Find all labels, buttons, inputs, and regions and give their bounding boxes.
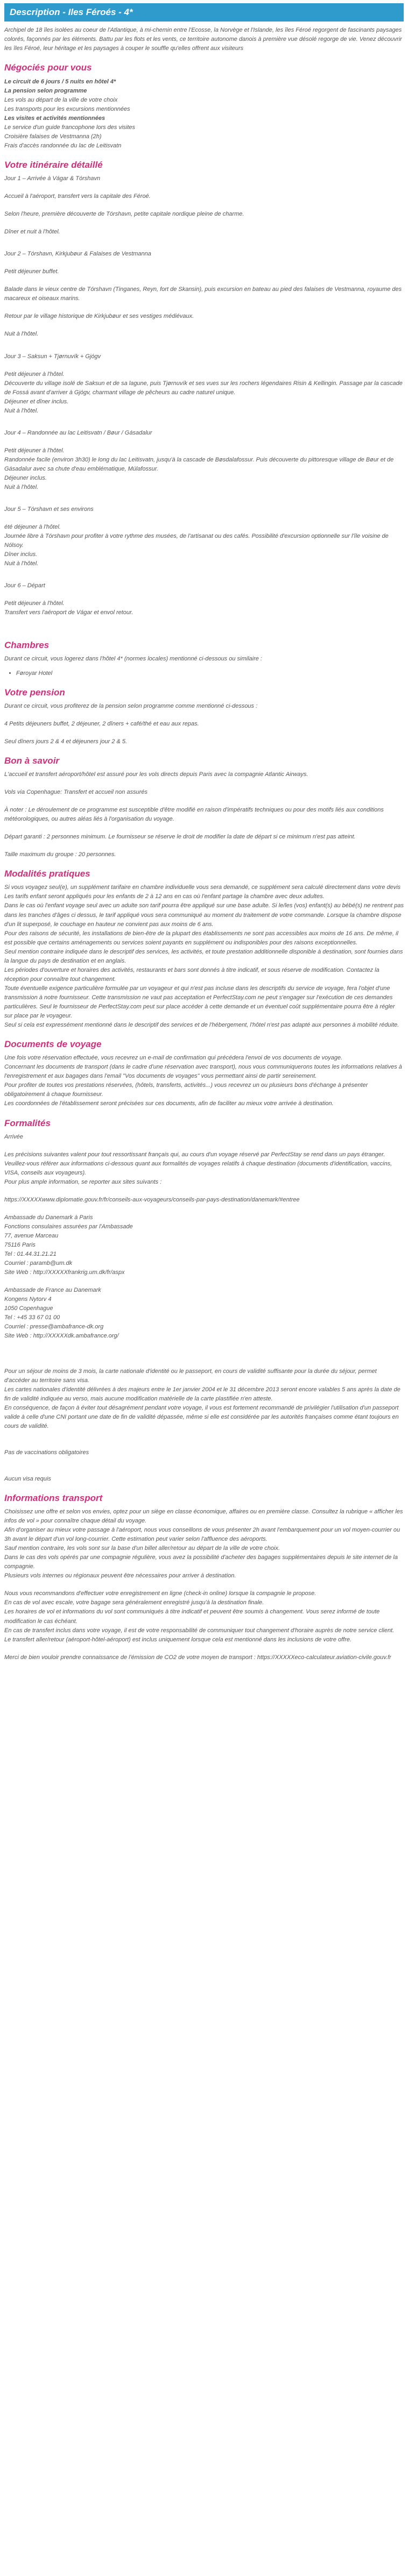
text-line: Nuit à l'hôtel. (4, 331, 39, 338)
formalites-text (4, 1133, 404, 1484)
section-heading-documents: Documents de voyage (4, 1039, 102, 1050)
text-line: Seul si cela est expressément mentionné dans le descriptif des services et de l'hébergement, l'hôtel n'est pas adapté aux personnes à mobilité réduite. (4, 1022, 399, 1029)
text-line: Pour profiter de toutes vos prestations réservées, (hôtels, transferts, activités...) vous recevrez un ou plusieurs bons d'échange à présenter obligatoirement à chaque fournisseur. (4, 1082, 368, 1098)
text-line (4, 514, 404, 523)
section-heading-savoir: Bon à savoir (4, 755, 60, 766)
transport-text (4, 1507, 404, 1662)
itinerary-day (4, 174, 404, 237)
section-heading-pension: Votre pension (4, 687, 65, 698)
itinerary-day (4, 505, 404, 568)
text-line: Les coordonnées de l'établissement seront précisées sur ces documents, afin de faciliter au mieux votre arrivée à destination. (4, 1100, 334, 1107)
text-line: Dîner inclus. (4, 551, 38, 558)
inclusion-item: La pension selon programme (4, 87, 87, 94)
text-line: Petit déjeuner buffet. (4, 268, 59, 275)
itinerary-day (4, 352, 404, 416)
text-line: Veuillez-vous référer aux informations ci-dessous quant aux formalités de voyages relatifs à chaque destination (documents d'identification, vaccins, VISA, conseils aux voyageurs). (4, 1160, 392, 1176)
modalites-text (4, 883, 404, 1030)
text-line: Jour 5 – Tórshavn et ses environs (4, 506, 94, 513)
documents-text (4, 1054, 404, 1108)
text-line: Dîner et nuit à l'hôtel. (4, 229, 60, 236)
inclusion-item: Le circuit de 6 jours / 5 nuits en hôtel 4* (4, 78, 116, 85)
text-line (4, 1341, 404, 1350)
text-line: Concernant les documents de transport (dans le cadre d'une réservation avec transport), nous vous communiquerons toutes les informations relatives à l'enregistrement et aux bagages dans l'email "Vos documents de voyages" vous permettant ainsi de partir sereinement. (4, 1064, 402, 1080)
text-line (4, 729, 404, 737)
text-line: Tel : +45 33 67 01 00 (4, 1314, 60, 1321)
page-title: Description - Iles Féroés - 4* (4, 3, 404, 22)
itinerary-day (4, 429, 404, 492)
spacer (4, 574, 404, 581)
text-line: Retour par le village historique de Kirkjubøur et ses vestiges médiévaux. (4, 313, 194, 320)
text-line (4, 1277, 404, 1286)
text-line: Dans le cas où l'enfant voyage seul avec un adulte son tarif pourra être appliqué sur une base adulte. Si le/les (vos) enfant(s) au bébé(s) ne rentrent pas dans les tranches d'âges ci dessus, le tarif appliqué vous sera communiqué au moment du traitement de votre commande. Lorsque la chambre dispose d'un lit superposé, le couchage en hauteur ne convient pas aux moins de 6 ans. (4, 902, 404, 928)
text-line: https://XXXXXwww.diplomatie.gouv.fr/fr/conseils-aux-voyageurs/conseils-par-pays-destination/danemark/#entree (4, 1196, 300, 1203)
hotel-list-item: • Føroyar Hotel (16, 669, 404, 678)
intro-text: Archipel de 18 îles isolées au coeur de l'Atlantique, à mi-chemin entre l'Ecosse, la Norvège et l'Islande, les îles Féroé regorgent de fascinants paysages colorés, façonnés par les éléments. Battu par les flots et les vents, ce territoire autonome danois à première vue désolé regorge de vie. Venez découvrir les îles Féroé, leur héritage et les paysages à couper le souffle qu'elles offrent aux visiteurs (4, 27, 402, 52)
text-line: Randonnée facile (environ 3h30) le long du lac Leitisvatn, jusqu'à la cascade de Bøsdalafossur. Puis découverte du pittoresque village de Bøur et de Gásadalur avec sa chute d'eau emblématique, Múlafossur. (4, 456, 394, 472)
inclusion-item: Les vols au départ de la ville de votre choix (4, 96, 118, 103)
inclusion-item: Frais d'accès randonnée du lac de Leitisvatn (4, 142, 122, 149)
text-line: Courriel : paramb@um.dk (4, 1260, 73, 1267)
text-line: L'accueil et transfert aéroport/hôtel est assuré pour les vols directs depuis Paris avec la compagnie Atlantic Airways. (4, 771, 308, 778)
text-line: Jour 4 – Randonnée au lac Leitisvatn / Bøur / Gásadalur (4, 429, 152, 436)
spacer (4, 345, 404, 352)
text-line (4, 842, 404, 850)
chambres-list (4, 669, 404, 678)
text-line: Les périodes d'ouverture et horaires des activités, restaurants et bars sont donnés à titre indicatif, et sous réserve de modification. Contactez la réception pour connaître tout changement. (4, 966, 379, 983)
text-line (4, 590, 404, 599)
text-line: Toute éventuelle exigence particulière formulée par un voyageur et qui n'est pas incluse dans les descriptifs du service de voyage, fera l'objet d'une transmission à notre fournisseur. Cette transmission ne vaut pas acceptation et PerfectStay.com ne peut s'engager sur l'exécution de ces demandes particulières. Seul le fournisseur de PerfectStay.com peut sur place accéder à cette demande et un éventuel coût supplémentaire pourra être à régler sur place par le voyageur. (4, 985, 395, 1020)
text-line: Aucun visa requis (4, 1475, 51, 1482)
text-line: Site Web : http://XXXXXdk.ambafrance.org/ (4, 1333, 119, 1340)
text-line (4, 1187, 404, 1196)
text-line: Courriel : presse@ambafrance-dk.org (4, 1323, 104, 1330)
text-line: Durant ce circuit, vous profiterez de la pension selon programme comme mentionné ci-dessous : (4, 702, 258, 709)
text-line (4, 1358, 404, 1367)
text-line (4, 1431, 404, 1440)
text-line: Les horaires de vol et informations du vol sont communiqués à titre indicatif et peuvent être soumis à changement. Vous serez informé de toute modification le cas échéant. (4, 1609, 380, 1625)
text-line: Nuit à l'hôtel. (4, 484, 39, 491)
text-line (4, 1457, 404, 1466)
inclusion-item: Le service d'un guide francophone lors des visites (4, 124, 136, 131)
text-line: Jour 6 – Départ (4, 582, 45, 589)
text-line: Les précisions suivantes valent pour tout ressortissant français qui, au cours d'un voyage réservé par PerfectStay se rend dans un pays étranger. (4, 1151, 385, 1158)
itinerary-day (4, 250, 404, 339)
text-line: Choisissez une offre et selon vos envies, optez pour un siège en classe économique, affaires ou en première classe. Consultez la rubrique « afficher les infos de vol » pour connaître chaque détail du voyage. (4, 1508, 403, 1525)
text-line: Déjeuner et dîner inclus. (4, 398, 69, 405)
text-line: Les tarifs enfant seront appliqués pour les enfants de 2 à 12 ans en cas où l'enfant partage la chambre avec deux adultes. (4, 893, 325, 900)
text-line: Arrivée (4, 1133, 23, 1140)
text-line: été déjeuner à l'hôtel. (4, 524, 61, 531)
text-line: Le transfert aller/retour (aéroport-hôtel-aéroport) est inclus uniquement lorsque cela est mentionné dans les inclusions de votre offre. (4, 1636, 352, 1643)
text-line: Dans le cas des vols opérés par une compagnie régulière, vous avez la possibilité d'acheter des bagages supplémentaires depuis le site internet de la compagnie. (4, 1554, 398, 1570)
text-line (4, 797, 404, 806)
itinerary (4, 174, 404, 630)
spacer (4, 421, 404, 429)
text-line: Selon l'heure, première découverte de Tórshavn, petite capitale nordique pleine de charme. (4, 211, 244, 218)
text-line: Site Web : http://XXXXXfrankrig.um.dk/fr/aspx (4, 1269, 125, 1276)
text-line: Découverte du village isolé de Saksun et de sa lagune, puis Tjørnuvík et ses vues sur les rochers légendaires Risin & Kellingin. Passage par la cascade de Fossá avant d'arriver à Gjógv, charmant village de pêcheurs au cadre naturel unique. (4, 380, 403, 396)
text-line: Sauf mention contraire, les vols sont sur la base d'un billet aller/retour au départ de la ville de votre choix. (4, 1545, 280, 1552)
text-line (4, 824, 404, 832)
section-heading-transport: Informations transport (4, 1492, 103, 1503)
text-line: Jour 2 – Tórshavn, Kirkjubøur & Falaises de Vestmanna (4, 251, 151, 258)
savoir-text (4, 770, 404, 859)
pension-text (4, 702, 404, 746)
text-line (4, 438, 404, 446)
text-line: Petit déjeuner à l'hôtel. (4, 371, 65, 378)
text-line: Départ garanti : 2 personnes minimum. Le fournisseur se réserve le droit de modifier la date de départ si ce minimum n'est pas atteint. (4, 834, 356, 841)
text-line: 75116 Paris (4, 1242, 36, 1249)
text-line (4, 276, 404, 285)
chambres-text: Durant ce circuit, vous logerez dans l'hôtel 4* (normes locales) mentionné ci-dessous ou similaire : (4, 655, 262, 662)
text-line: 77, avenue Marceau (4, 1232, 59, 1239)
text-line (4, 779, 404, 788)
text-line (4, 1440, 404, 1448)
inclusion-item: Les transports pour les excursions mentionnées (4, 105, 130, 112)
text-line: Taille maximum du groupe : 20 personnes. (4, 851, 116, 858)
spacer (4, 242, 404, 250)
text-line: Petit déjeuner à l'hôtel. (4, 447, 65, 454)
text-line: En conséquence, de façon à éviter tout désagrément pendant votre voyage, il vous est fortement recommandé de privilégier l'utilisation d'un passeport valide à celle d'une CNI portant une date de fin de validité dépassée, même si elle est considérée par les autorités françaises comme étant toujours en cours de validité. (4, 1404, 399, 1429)
text-line: Merci de bien vouloir prendre connaissance de l'émission de CO2 de votre moyen de transport : https://XXXXXeco-calculateur.aviation-civile.gouv.fr (4, 1654, 391, 1661)
text-line (4, 1142, 404, 1150)
text-line: Vols via Copenhague: Transfert et accueil non assurés (4, 789, 147, 796)
text-line: Nuit à l'hôtel. (4, 560, 39, 567)
pourquoi-list (4, 77, 404, 151)
section-heading-pourquoi: Négociés pour vous (4, 62, 92, 73)
text-line (4, 259, 404, 267)
text-line: 1050 Copenhague (4, 1305, 53, 1312)
inclusion-item: Croisière falaises de Vestmanna (2h) (4, 133, 102, 140)
text-line: Jour 3 – Saksun + Tjørnuvík + Gjógv (4, 353, 101, 360)
text-line (4, 183, 404, 192)
text-line: Kongens Nytorv 4 (4, 1296, 52, 1303)
itinerary-day (4, 581, 404, 617)
text-line (4, 1205, 404, 1213)
text-line: Fonctions consulaires assurées par l'Ambassade (4, 1223, 133, 1230)
text-line (4, 303, 404, 312)
text-line: Nuit à l'hôtel. (4, 407, 39, 414)
text-line: Déjeuner inclus. (4, 474, 47, 481)
section-heading-modalites: Modalités pratiques (4, 869, 90, 879)
text-line: Ambassade du Danemark à Paris (4, 1214, 93, 1221)
text-line: Les cartes nationales d'identité délivrées à des majeurs entre le 1er janvier 2004 et le 31 décembre 2013 seront encore valables 5 ans après la date de fin de validité indiquée au verso, mais aucune modification matérielle de la carte plastifiée n'en atteste. (4, 1386, 400, 1402)
text-line: Nous vous recommandons d'effectuer votre enregistrement en ligne (check-in online) lorsque la compagnie le propose. (4, 1590, 316, 1597)
text-line: Seul dîners jours 2 & 4 et déjeuners jour 2 & 5. (4, 738, 128, 745)
text-line (4, 201, 404, 210)
text-line (4, 1350, 404, 1358)
spacer (4, 623, 404, 631)
section-heading-chambres: Chambres (4, 639, 50, 650)
text-line: Petit déjeuner à l'hôtel. (4, 600, 65, 607)
text-line: Accueil à l'aéroport, transfert vers la capitale des Féroé. (4, 193, 151, 200)
text-line: Pour plus ample information, se reporter aux sites suivants : (4, 1178, 162, 1185)
text-line (4, 711, 404, 720)
text-line: Seul mention contraire indiquée dans le descriptif des services, les activités, et toute prestation additionnelle disponible à destination, sont fournies dans la langue du pays de destination et en anglais. (4, 948, 403, 964)
text-line (4, 1581, 404, 1589)
text-line: Journée libre à Tórshavn pour profiter à votre rythme des musées, de l'artisanat ou des cafés. Possibilité d'excursion optionnelle sur l'île voisine de Nólsoy. (4, 533, 389, 549)
text-line (4, 321, 404, 330)
text-line (4, 219, 404, 227)
text-line: À noter : Le déroulement de ce programme est susceptible d'être modifié en raison d'impératifs techniques ou pour des motifs liés aux conditions météorologiques, ou autres aléas liés à l'organisation du voyage. (4, 807, 384, 823)
text-line: Pour un séjour de moins de 3 mois, la carte nationale d'identité ou le passeport, en cours de validité suffisante pour la durée du séjour, permet d'accéder au territoire sans visa. (4, 1368, 377, 1384)
text-line: Plusieurs vols internes ou régionaux peuvent être nécessaires pour arriver à destination. (4, 1572, 236, 1579)
spacer (4, 497, 404, 505)
text-line (4, 1645, 404, 1653)
text-line: En cas de vol avec escale, votre bagage sera généralement enregistré jusqu'à la destination finale. (4, 1599, 264, 1606)
text-line: Pour des raisons de sécurité, les installations de bien-être de la plupart des établissements ne sont pas accessibles aux moins de 16 ans. De même, il est possible que certains aménagements ou services soient payants en supplément ou indisponibles pour des raisons exceptionnelles. (4, 930, 398, 946)
text-line: Jour 1 – Arrivée à Vágar & Tórshavn (4, 175, 101, 182)
section-heading-itineraire: Votre itinéraire détaillé (4, 159, 103, 170)
text-line: Si vous voyagez seul(e), un supplément tarifaire en chambre individuelle vous sera demandé, ce supplément sera calculé directement dans votre devis (4, 884, 401, 891)
text-line: Balade dans le vieux centre de Tórshavn (Tinganes, Reyn, fort de Skansin), puis excursion en bateau au pied des falaises de Vestmanna, royaume des macareux et oiseaux marins. (4, 286, 402, 302)
inclusion-item: Les visites et activités mentionnées (4, 115, 105, 122)
text-line: Pas de vaccinations obligatoires (4, 1449, 89, 1456)
section-heading-formalites: Formalités (4, 1118, 51, 1128)
text-line: 4 Petits déjeuners buffet, 2 déjeuner, 2 dîners + café/thé et eau aux repas. (4, 720, 199, 727)
text-line: En cas de transfert inclus dans votre voyage, il est de votre responsabilité de communiquer tout changement d'horaire auprès de notre service client. (4, 1627, 395, 1634)
text-line: Transfert vers l'aéroport de Vágar et envol retour. (4, 609, 133, 616)
text-line (4, 361, 404, 370)
text-line: Une fois votre réservation effectuée, vous recevrez un e-mail de confirmation qui précédera l'envoi de vos documents de voyage. (4, 1055, 343, 1062)
text-line: Afin d'organiser au mieux votre passage à l'aéroport, nous vous conseillons de vous présenter 2h avant l'embarquement pour un vol moyen-courrier ou 3h avant le départ d'un vol long-courrier. Cette estimation peut varier selon l'affluence des aéroports. (4, 1527, 400, 1543)
text-line: Ambassade de France au Danemark (4, 1287, 101, 1294)
text-line (4, 1466, 404, 1475)
text-line: Tel : 01.44.31.21.21 (4, 1251, 57, 1258)
